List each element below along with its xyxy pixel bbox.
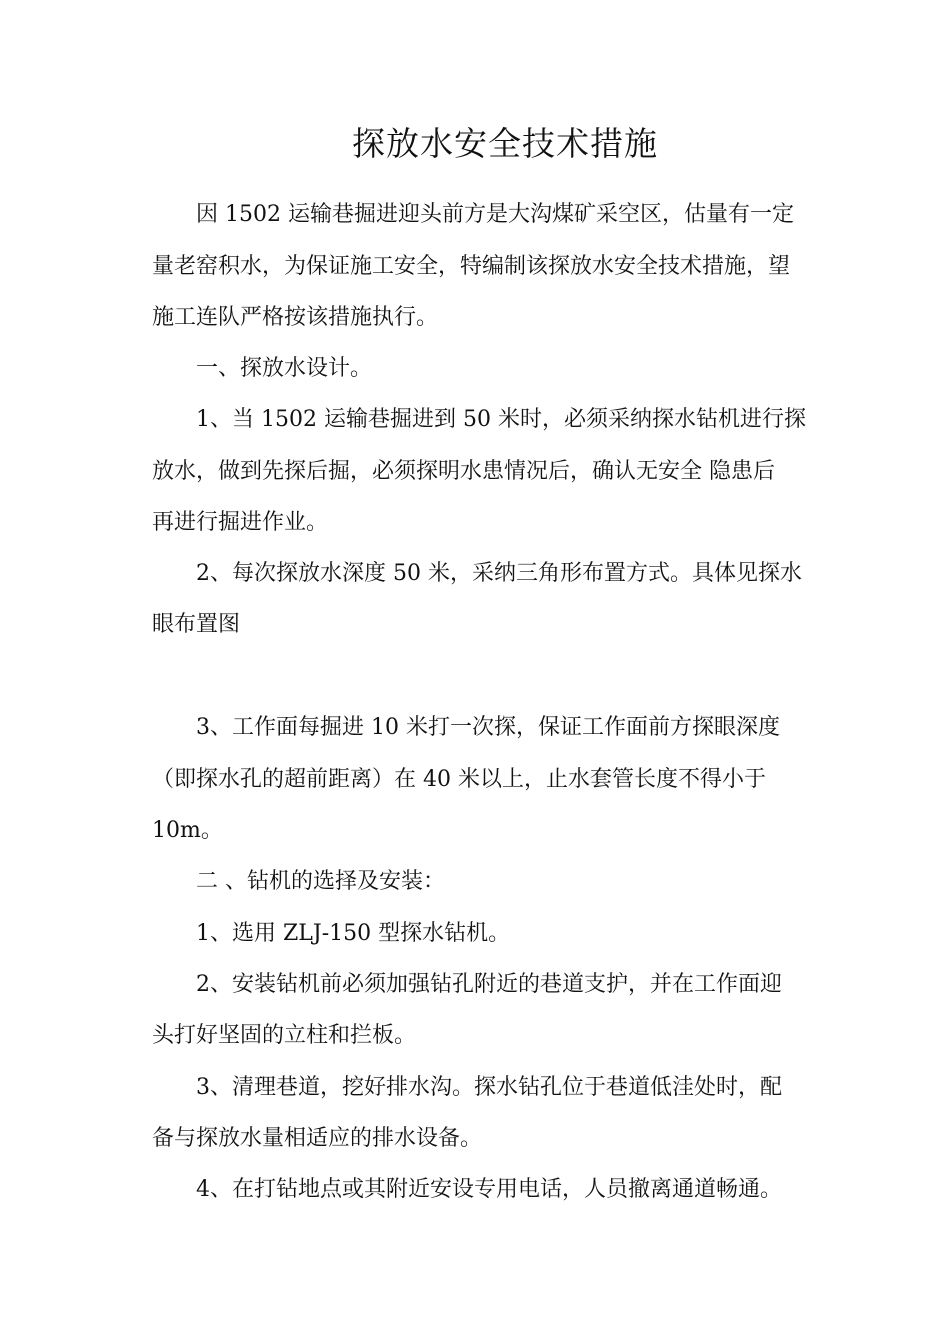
- paragraph-line: 因 1502 运输巷掘进迎头前方是大沟煤矿采空区，估量有一定: [196, 202, 794, 227]
- paragraph-line: 3、工作面每掘进 10 米打一次探，保证工作面前方探眼深度: [196, 715, 780, 740]
- paragraph-line: （即探水孔的超前距离）在 40 米以上，止水套管长度不得小于: [152, 767, 766, 792]
- paragraph-line: 1、当 1502 运输巷掘进到 50 米时，必须采纳探水钻机进行探: [196, 407, 806, 432]
- paragraph-line: 施工连队严格按该措施执行。: [152, 305, 439, 330]
- paragraph-line: 眼布置图: [152, 612, 241, 637]
- paragraph-line: 备与探放水量相适应的排水设备。: [152, 1126, 483, 1151]
- paragraph-line: 头打好坚固的立柱和拦板。: [152, 1023, 417, 1048]
- document-title: 探放水安全技术措施: [352, 124, 658, 163]
- paragraph-line: 2、安装钻机前必须加强钻孔附近的巷道支护，并在工作面迎: [196, 972, 782, 997]
- paragraph-line: 4、在打钻地点或其附近安设专用电话，人员撤离通道畅通。: [196, 1177, 782, 1202]
- section-heading: 一、探放水设计。: [196, 356, 373, 381]
- paragraph-line: 3、清理巷道，挖好排水沟。探水钻孔位于巷道低洼处时，配: [196, 1075, 782, 1100]
- paragraph-line: 2、每次探放水深度 50 米，采纳三角形布置方式。具体见探水: [196, 561, 802, 586]
- paragraph-line: 放水，做到先探后掘，必须探明水患情况后，确认无安全 隐患后: [152, 459, 775, 484]
- paragraph-line: 量老窑积水，为保证施工安全，特编制该探放水安全技术措施，望: [152, 254, 791, 279]
- paragraph-line: 1、选用 ZLJ-150 型探水钻机。: [196, 921, 511, 946]
- section-heading: 二 、钻机的选择及安装：: [196, 869, 445, 894]
- paragraph-line: 再进行掘进作业。: [152, 510, 329, 535]
- paragraph-line: 10m。: [152, 818, 223, 843]
